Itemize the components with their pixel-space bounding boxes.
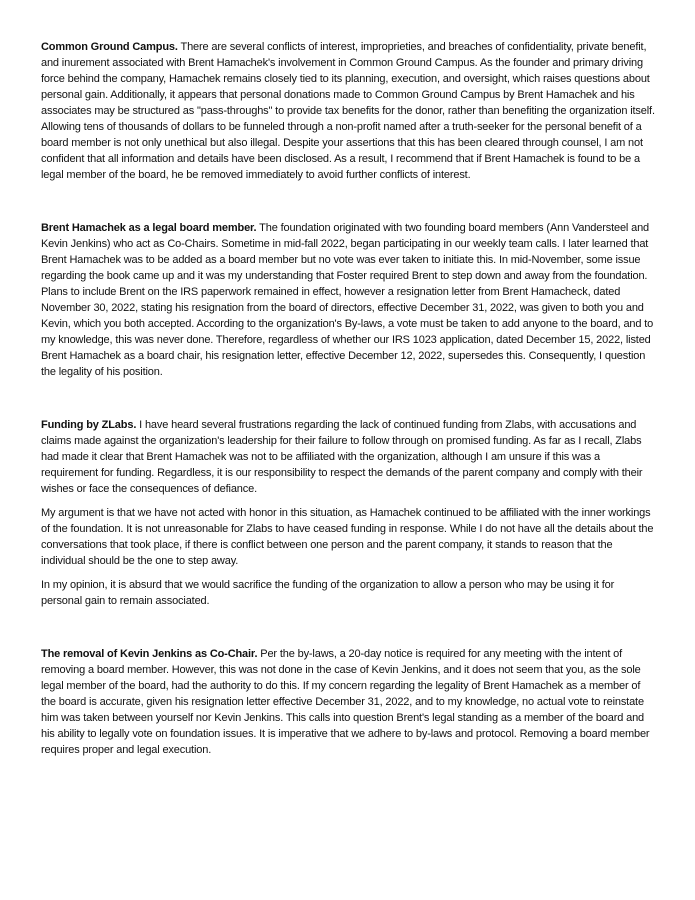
section-removal-kevin-jenkins — [41, 646, 655, 758]
section-heading: The removal of Kevin Jenkins as Co-Chair. — [41, 648, 258, 660]
section-heading: Brent Hamachek as a legal board member. — [41, 222, 257, 234]
section-heading: Common Ground Campus. — [41, 41, 178, 53]
section-funding-by-zlabs — [41, 417, 655, 497]
section-body: I have heard several frustrations regarding the lack of continued funding from Zlabs, with accusations and claims made against the organization's leadership for their failure to follow through on promised funding. As far as I recall, Zlabs had made it clear that Brent Hamachek was not to be affiliated with the organization, although I am unsure if this was a requirement for funding. Regardless, it is our responsibility to respect the demands of the parent company and comply with their wishes or face the consequences of defiance. — [41, 419, 643, 495]
section-brent-hamachek-board-member — [41, 220, 655, 380]
section-heading: Funding by ZLabs. — [41, 419, 137, 431]
paragraph-zlabs-argument: My argument is that we have not acted with honor in this situation, as Hamachek continued to be affiliated with the inner workings of the foundation. It is not unreasonable for Zlabs to have ceased funding in response. While I do not have all the details about the conversations that took place, if there is conflict between one person and the parent company, it stands to reason that the individual should be the one to step away. — [41, 507, 654, 567]
paragraph-zlabs-opinion: In my opinion, it is absurd that we would sacrifice the funding of the organization to allow a person who may be using it for personal gain to remain associated. — [41, 579, 615, 607]
section-common-ground-campus — [41, 39, 655, 183]
section-body: There are several conflicts of interest, improprieties, and breaches of confidentiality, private benefit, and inurement associated with Brent Hamachek's involvement in Common Ground Campus. As the founder and primary driving force behind the company, Hamachek remains closely tied to its planning, execution, and oversight, which raises questions about personal gain. Additionally, it appears that personal donations made to Common Ground Campus by Brent Hamachek and his associates may be structured as "pass-throughs" to provide tax benefits for the donor, rather than benefiting the organization itself. Allowing tens of thousands of dollars to be funneled through a non-profit named after a truth-seeker for the personal benefit of a board member is not only unethical but also illegal. Despite your assertions that this has been cleared through counsel, I am not confident that all information and details have been disclosed. As a result, I recommend that if Brent Hamachek is found to be a legal member of the board, he be removed immediately to avoid further conflicts of interest. — [41, 41, 655, 181]
section-body: The foundation originated with two founding board members (Ann Vandersteel and Kevin Jenkins) who act as Co-Chairs. Sometime in mid-fall 2022, began participating in our weekly team calls. I later learned that Brent Hamachek was to be added as a board member but no vote was ever taken to initiate this. In mid-November, some issue regarding the book came up and it was my understanding that Foster required Brent to step down and away from the foundation. Plans to include Brent on the IRS paperwork remained in effect, however a resignation letter from Brent Hamacheck, dated November 30, 2022, stating his resignation from the board of directors, effective December 31, 2022, was given to both you and Kevin, which you both accepted. According to the organization's By-laws, a vote must be taken to add anyone to the board, and to my knowledge, this was never done. Therefore, regardless of whether our IRS 1023 application, dated December 15, 2022, listed Brent Hamachek as a board chair, his resignation letter, effective December 12, 2022, supersedes this. Consequently, I question the legality of his position. — [41, 222, 654, 378]
section-body: Per the by-laws, a 20-day notice is required for any meeting with the intent of removing a board member. However, this was not done in the case of Kevin Jenkins, and it does not seem that you, as the sole legal member of the board, had the authority to do this. If my concern regarding the legality of Brent Hamachek as a member of the board is accurate, given his resignation letter effective December 31, 2022, and to my knowledge, no actual vote to reinstate him was taken between yourself nor Kevin Jenkins. This calls into question Brent's legal standing as a member of the board and his ability to legally vote on foundation issues. It is imperative that we adhere to by-laws and protocol. Removing a board member requires proper and legal execution. — [41, 648, 650, 756]
